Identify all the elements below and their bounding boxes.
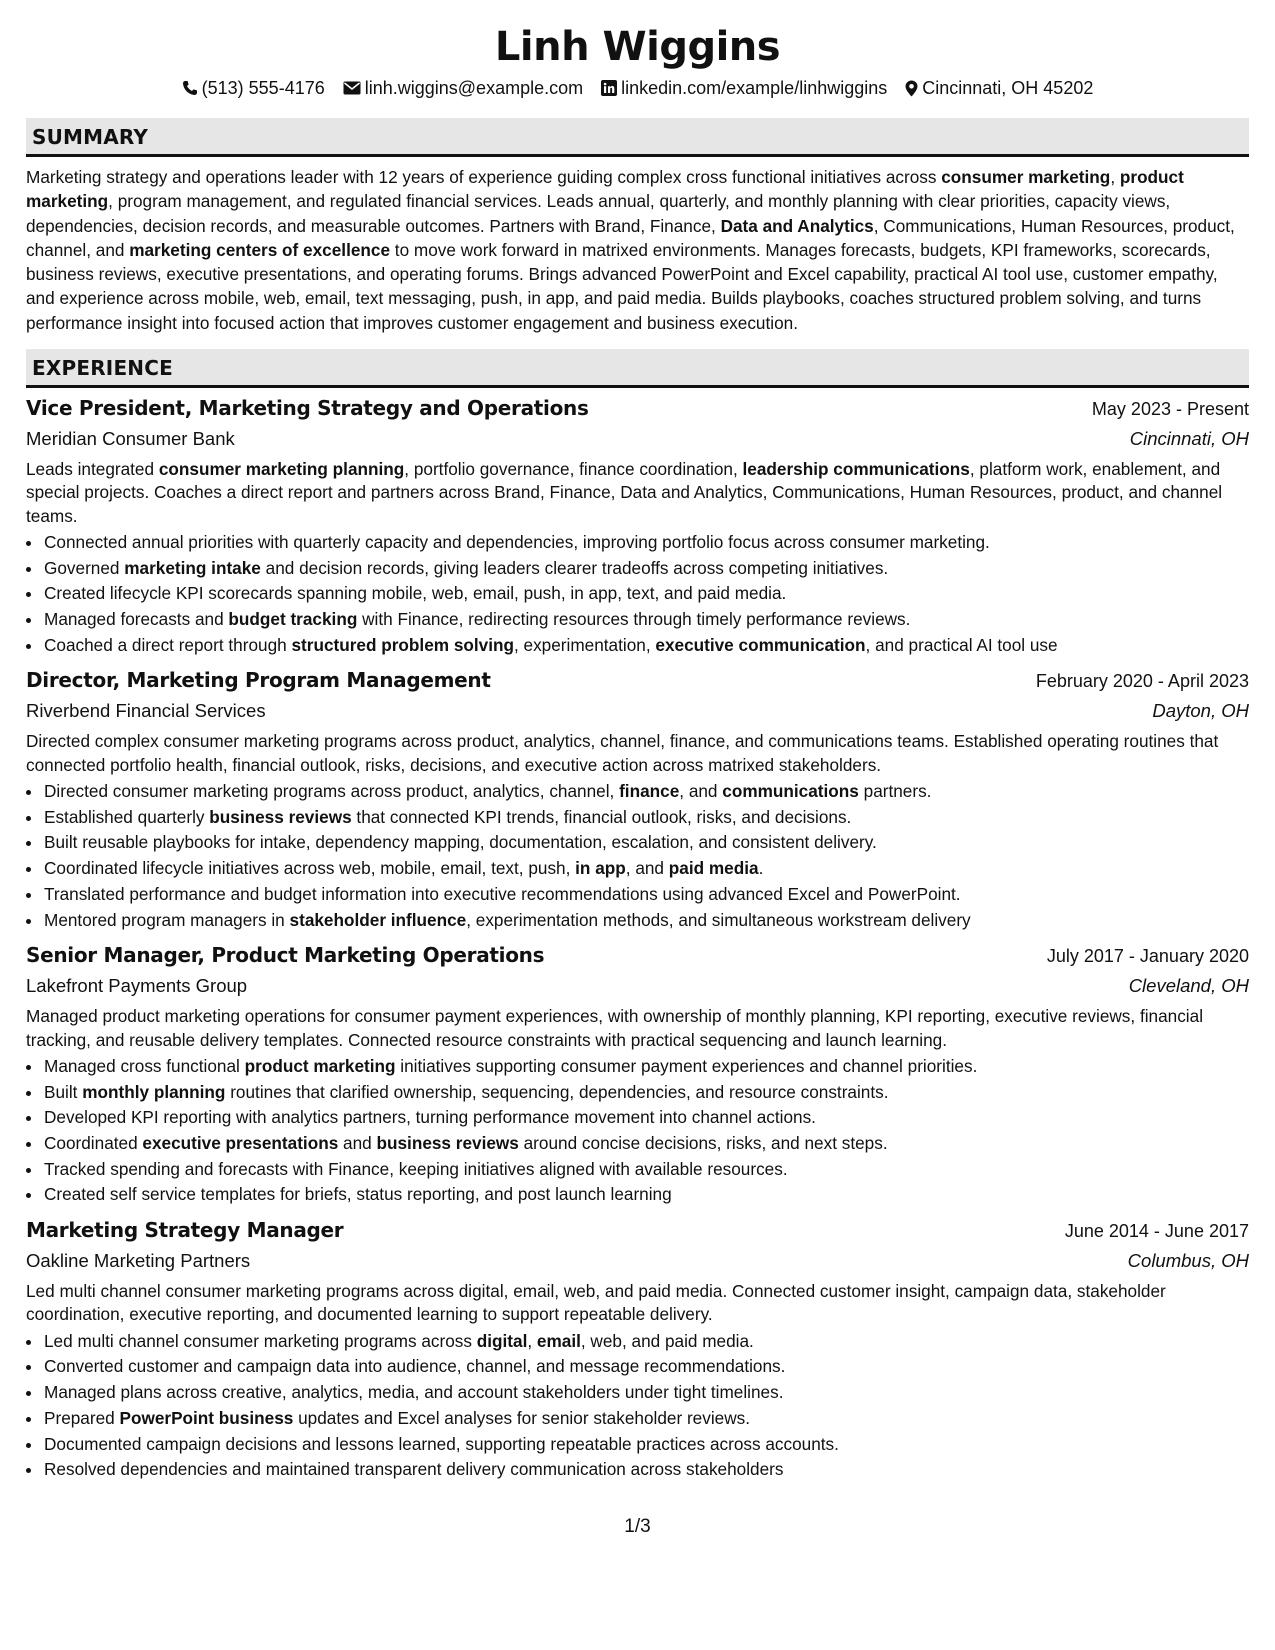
bullet-item: • Managed forecasts and budget tracking with Finance, redirecting resources through timely performance reviews. [43, 607, 1249, 633]
job-dates: May 2023 - Present [1091, 399, 1249, 420]
bullet-item: • Connected annual priorities with quarterly capacity and dependencies, improving portfolio focus across consumer marketing. [43, 530, 1249, 556]
contact-email[interactable] [343, 76, 583, 100]
bullet-item: • Built reusable playbooks for intake, dependency mapping, documentation, escalation, and consistent delivery. [43, 830, 1249, 856]
job-entry [26, 1216, 1249, 1483]
bold-keyword: executive communication [655, 634, 866, 655]
bullet-item: • Created lifecycle KPI scorecards spanning mobile, web, email, push, in app, text, and paid media. [43, 581, 1249, 607]
experience-heading: EXPERIENCE [26, 349, 1249, 388]
bullet-item: • Established quarterly business reviews that connected KPI trends, financial outlook, risks, and decisions. [43, 805, 1249, 831]
job-bullets [26, 779, 1249, 933]
job-title: Marketing Strategy Manager [26, 1218, 344, 1243]
bold-keyword: in app [575, 858, 626, 879]
bullet-item: • Directed consumer marketing programs across product, analytics, channel, finance, and communications partners. [43, 779, 1249, 805]
bullet-item: • Mentored program managers in stakeholder influence, experimentation methods, and simultaneous workstream delivery [43, 908, 1249, 934]
bold-keyword: leadership communications [742, 459, 970, 480]
job-description: Managed product marketing operations for consumer payment experiences, with ownership of monthly planning, KPI reporting, executive reviews, financial tracking, and reusable delivery templates. Connected resource constraints with practical sequencing and launch learning. [26, 1006, 1204, 1050]
bullet-item: • Resolved dependencies and maintained transparent delivery communication across stakeholders [43, 1457, 1249, 1483]
job-description: Directed complex consumer marketing programs across product, analytics, channel, finance, and communications teams. Established operating routines that connected portfolio health, financial outlook, risks, decisions, and executive action across matrixed stakeholders. [26, 731, 1219, 775]
bold-keyword: PowerPoint business [119, 1407, 294, 1428]
location-text: Cincinnati, OH 45202 [922, 78, 1094, 98]
job-title: Senior Manager, Product Marketing Operations [26, 943, 545, 968]
bold-keyword: finance [619, 781, 680, 802]
page-number: 1/3 [624, 1516, 651, 1537]
bold-keyword: consumer marketing [941, 167, 1111, 187]
job-bullets [26, 1329, 1249, 1483]
job-bullets [26, 530, 1249, 659]
bullet-item: • Prepared PowerPoint business updates and Excel analyses for senior stakeholder reviews. [43, 1406, 1249, 1432]
job-title: Director, Marketing Program Management [26, 668, 491, 693]
email-text: linh.wiggins@example.com [364, 78, 584, 98]
bold-keyword: stakeholder influence [289, 909, 467, 930]
bullet-item: • Created self service templates for briefs, status reporting, and post launch learning [43, 1182, 1249, 1208]
company-name: Lakefront Payments Group [26, 975, 248, 997]
experience-list [26, 394, 1249, 1483]
candidate-name: Linh Wiggins [494, 24, 781, 70]
bold-keyword: digital [476, 1330, 528, 1351]
job-dates: June 2014 - June 2017 [1064, 1221, 1249, 1242]
map-pin-icon [905, 80, 918, 97]
bold-keyword: marketing intake [124, 557, 261, 578]
linkedin-text: linkedin.com/example/linhwiggins [621, 78, 888, 98]
job-location: Cincinnati, OH [1129, 428, 1249, 450]
bold-keyword: executive presentations [142, 1133, 339, 1153]
bullet-item: • Coordinated lifecycle initiatives across web, mobile, email, text, push, in app, and paid media. [43, 856, 1249, 882]
contact-linkedin[interactable] [601, 76, 887, 100]
job-bullets [26, 1054, 1249, 1208]
bullet-item: • Developed KPI reporting with analytics partners, turning performance movement into channel actions. [43, 1105, 1249, 1131]
job-description: Led multi channel consumer marketing programs across digital, email, web, and paid media. Connected customer insight, campaign data, stakeholder coordination, executive reporting, and documented learning to support repeatable delivery. [26, 1281, 1166, 1325]
bold-keyword: structured problem solving [291, 634, 514, 655]
job-dates: February 2020 - April 2023 [1035, 671, 1249, 692]
bold-keyword: marketing centers of excellence [129, 239, 391, 260]
summary-text: Marketing strategy and operations leader with 12 years of experience guiding complex cross functional initiatives across consumer marketing, product marketing, program management, and regulated financial services. Leads annual, quarterly, and monthly planning with clear priorities, capacity views, dependencies, decision records, and measurable outcomes. Partners with Brand, Finance, Data and Analytics, Communications, Human Resources, product, channel, and marketing centers of excellence to move work forward in matrixed environments. Manages forecasts, budgets, KPI frameworks, scorecards, business reviews, executive presentations, and operating forums. Brings advanced PowerPoint and Excel capability, practical AI tool use, customer empathy, and experience across mobile, web, email, text messaging, push, in app, and paid media. Builds playbooks, coaches structured problem solving, and turns performance insight into focused action that improves customer engagement and business execution. [26, 167, 1235, 333]
bullet-item: • Documented campaign decisions and lessons learned, supporting repeatable practices across accounts. [43, 1432, 1249, 1458]
contact-location [905, 76, 1093, 100]
bold-keyword: business reviews [209, 806, 352, 827]
job-dates: July 2017 - January 2020 [1046, 946, 1249, 967]
bullet-item: • Converted customer and campaign data into audience, channel, and message recommendations. [43, 1354, 1249, 1380]
bullet-item: • Led multi channel consumer marketing programs across digital, email, web, and paid media. [43, 1329, 1249, 1355]
summary-heading: SUMMARY [26, 118, 1249, 157]
job-entry [26, 394, 1249, 658]
bullet-item: • Translated performance and budget information into executive recommendations using advanced Excel and PowerPoint. [43, 882, 1249, 908]
bold-keyword: Data and Analytics [720, 215, 874, 236]
contact-bar [26, 76, 1249, 100]
bold-keyword: monthly planning [82, 1081, 226, 1102]
bullet-item: • Governed marketing intake and decision records, giving leaders clearer tradeoffs across competing initiatives. [43, 556, 1249, 582]
linkedin-icon [601, 80, 617, 96]
contact-phone[interactable] [182, 76, 325, 100]
bold-keyword: product marketing [244, 1055, 396, 1076]
bold-keyword: consumer marketing planning [158, 459, 405, 480]
job-title: Vice President, Marketing Strategy and Operations [26, 396, 589, 421]
bold-keyword: paid media [668, 858, 759, 879]
job-entry [26, 941, 1249, 1208]
company-name: Riverbend Financial Services [26, 700, 266, 722]
bullet-item: • Built monthly planning routines that clarified ownership, sequencing, dependencies, and resource constraints. [43, 1080, 1249, 1106]
bold-keyword: product marketing [26, 167, 1184, 212]
job-location: Columbus, OH [1127, 1250, 1249, 1272]
bold-keyword: email [536, 1330, 581, 1351]
bullet-item: • Managed cross functional product marketing initiatives supporting consumer payment experiences and channel priorities. [43, 1054, 1249, 1080]
bullet-item: • Tracked spending and forecasts with Finance, keeping initiatives aligned with available resources. [43, 1157, 1249, 1183]
company-name: Oakline Marketing Partners [26, 1250, 251, 1272]
job-description: Leads integrated consumer marketing planning, portfolio governance, finance coordination, leadership communications, platform work, enablement, and special projects. Coaches a direct report and partners across Brand, Finance, Data and Analytics, Communications, Human Resources, product, and channel teams. [26, 459, 1223, 526]
bullet-item: • Coached a direct report through structured problem solving, experimentation, executive communication, and practical AI tool use [43, 633, 1249, 659]
job-location: Cleveland, OH [1128, 975, 1249, 997]
company-name: Meridian Consumer Bank [26, 428, 235, 450]
job-location: Dayton, OH [1152, 700, 1249, 722]
job-entry [26, 666, 1249, 933]
bullet-item: • Coordinated executive presentations and business reviews around concise decisions, risks, and next steps. [43, 1131, 1249, 1157]
phone-text: (513) 555-4176 [201, 78, 325, 98]
bold-keyword: communications [722, 781, 859, 802]
bold-keyword: budget tracking [228, 609, 358, 630]
bold-keyword: business reviews [376, 1133, 519, 1153]
bullet-item: • Managed plans across creative, analytics, media, and account stakeholders under tight timelines. [43, 1380, 1249, 1406]
phone-icon [182, 80, 198, 96]
envelope-icon [343, 81, 361, 95]
